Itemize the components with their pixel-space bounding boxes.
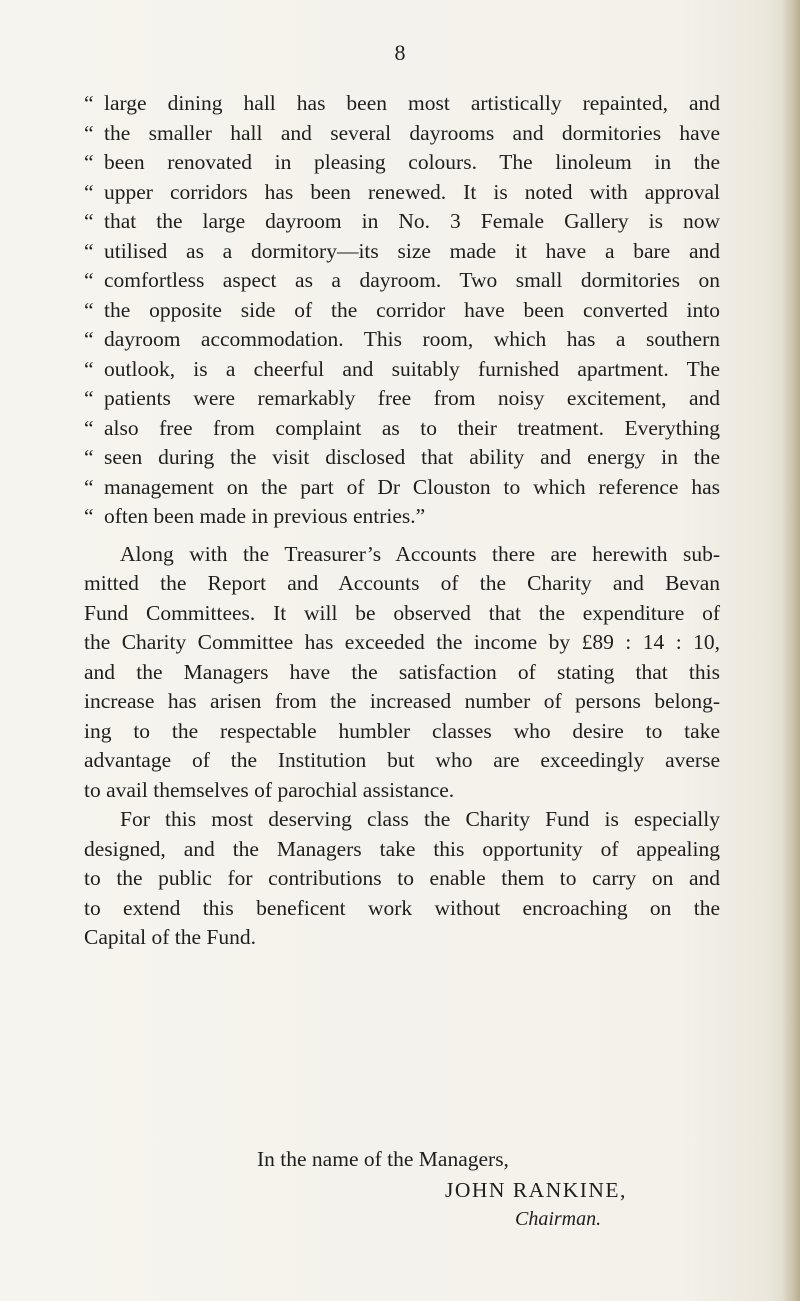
quote-line-text: often been made in previous entries.” bbox=[104, 504, 426, 528]
quote-line bbox=[84, 473, 720, 503]
body-text bbox=[84, 89, 720, 953]
quote-mark: “ bbox=[84, 268, 94, 292]
quote-line bbox=[84, 443, 720, 473]
quote-line-text: upper corridors has been renewed. It is noted with approval bbox=[104, 179, 720, 204]
quote-line-text: comfortless aspect as a dayroom. Two small dormitories on bbox=[104, 268, 720, 292]
quoted-passage bbox=[84, 89, 720, 532]
paragraph-line: ing to the respectable humbler classes who desire to take bbox=[84, 718, 720, 743]
page-number: 8 bbox=[394, 40, 406, 65]
paragraph-line: Along with the Treasurer’s Accounts there are herewith sub- bbox=[120, 541, 720, 566]
quote-mark: “ bbox=[84, 150, 94, 174]
quote-line-text: large dining hall has been most artistically repainted, and bbox=[104, 91, 720, 115]
quote-line-text: seen during the visit disclosed that ability and energy in the bbox=[104, 445, 720, 469]
paragraph-appeal bbox=[84, 805, 720, 953]
quote-line-text: dayroom accommodation. This room, which has a southern bbox=[104, 327, 720, 351]
quote-line bbox=[84, 414, 720, 444]
paragraph-gap bbox=[84, 532, 720, 540]
quote-mark: “ bbox=[84, 179, 94, 204]
paragraph-line: For this most deserving class the Charity Fund is especially bbox=[120, 807, 720, 831]
quote-line bbox=[84, 384, 720, 414]
quote-line bbox=[84, 266, 720, 296]
signatory-title: Chairman. bbox=[515, 1208, 602, 1230]
quote-mark: “ bbox=[84, 386, 94, 410]
page-edge-shadow bbox=[782, 0, 800, 1301]
quote-line bbox=[84, 89, 720, 119]
quote-line-text: outlook, is a cheerful and suitably furnished apartment. The bbox=[104, 356, 720, 381]
quote-mark: “ bbox=[84, 209, 94, 233]
quote-line bbox=[84, 237, 720, 267]
paragraph-line: Capital of the Fund. bbox=[84, 925, 256, 949]
paragraph-line: the Charity Committee has exceeded the income by £89 : 14 : 10, bbox=[84, 630, 720, 654]
quote-mark: “ bbox=[84, 327, 94, 351]
quote-line-text: patients were remarkably free from noisy excitement, and bbox=[104, 386, 720, 410]
quote-line bbox=[84, 119, 720, 149]
paragraph-line: and the Managers have the satisfaction of stating that this bbox=[84, 659, 720, 684]
quote-line bbox=[84, 296, 720, 326]
quote-line bbox=[84, 207, 720, 237]
quote-mark: “ bbox=[84, 445, 94, 469]
quote-line-text: utilised as a dormitory—its size made it have a bare and bbox=[104, 238, 720, 263]
quote-line-text: the smaller hall and several dayrooms and dormitories have bbox=[104, 120, 720, 145]
paragraph-line: to the public for contributions to enable them to carry on and bbox=[84, 866, 720, 890]
paragraph-line: advantage of the Institution but who are exceedingly averse bbox=[84, 748, 720, 772]
quote-line-text: that the large dayroom in No. 3 Female Gallery is now bbox=[104, 209, 720, 233]
paragraph-line: to avail themselves of parochial assistance. bbox=[84, 777, 455, 802]
paragraph-accounts bbox=[84, 540, 720, 806]
paragraph-line: increase has arisen from the increased number of persons belong- bbox=[84, 689, 720, 713]
quote-mark: “ bbox=[84, 356, 94, 381]
quote-mark: “ bbox=[84, 504, 94, 528]
quote-line-text: management on the part of Dr Clouston to which reference has bbox=[104, 474, 720, 499]
quote-line-text: the opposite side of the corridor have been converted into bbox=[104, 297, 720, 322]
quote-line bbox=[84, 178, 720, 208]
signoff-intro: In the name of the Managers, bbox=[257, 1147, 509, 1171]
quote-line bbox=[84, 325, 720, 355]
quote-mark: “ bbox=[84, 91, 94, 115]
quote-mark: “ bbox=[84, 474, 94, 499]
paragraph-line: Fund Committees. It will be observed that the expenditure of bbox=[84, 600, 720, 625]
paragraph-line: to extend this beneficent work without encroaching on the bbox=[84, 895, 720, 920]
quote-line-text: also free from complaint as to their treatment. Everything bbox=[104, 415, 720, 440]
quote-line bbox=[84, 502, 720, 532]
quote-mark: “ bbox=[84, 238, 94, 263]
signatory-name: JOHN RANKINE, bbox=[445, 1178, 627, 1202]
quote-line bbox=[84, 355, 720, 385]
paragraph-line: designed, and the Managers take this opportunity of appealing bbox=[84, 836, 720, 861]
quote-mark: “ bbox=[84, 415, 94, 440]
quote-line bbox=[84, 148, 720, 178]
quote-line-text: been renovated in pleasing colours. The linoleum in the bbox=[104, 150, 720, 174]
quote-mark: “ bbox=[84, 120, 94, 145]
paragraph-line: mitted the Report and Accounts of the Charity and Bevan bbox=[84, 571, 720, 595]
quote-mark: “ bbox=[84, 297, 94, 322]
